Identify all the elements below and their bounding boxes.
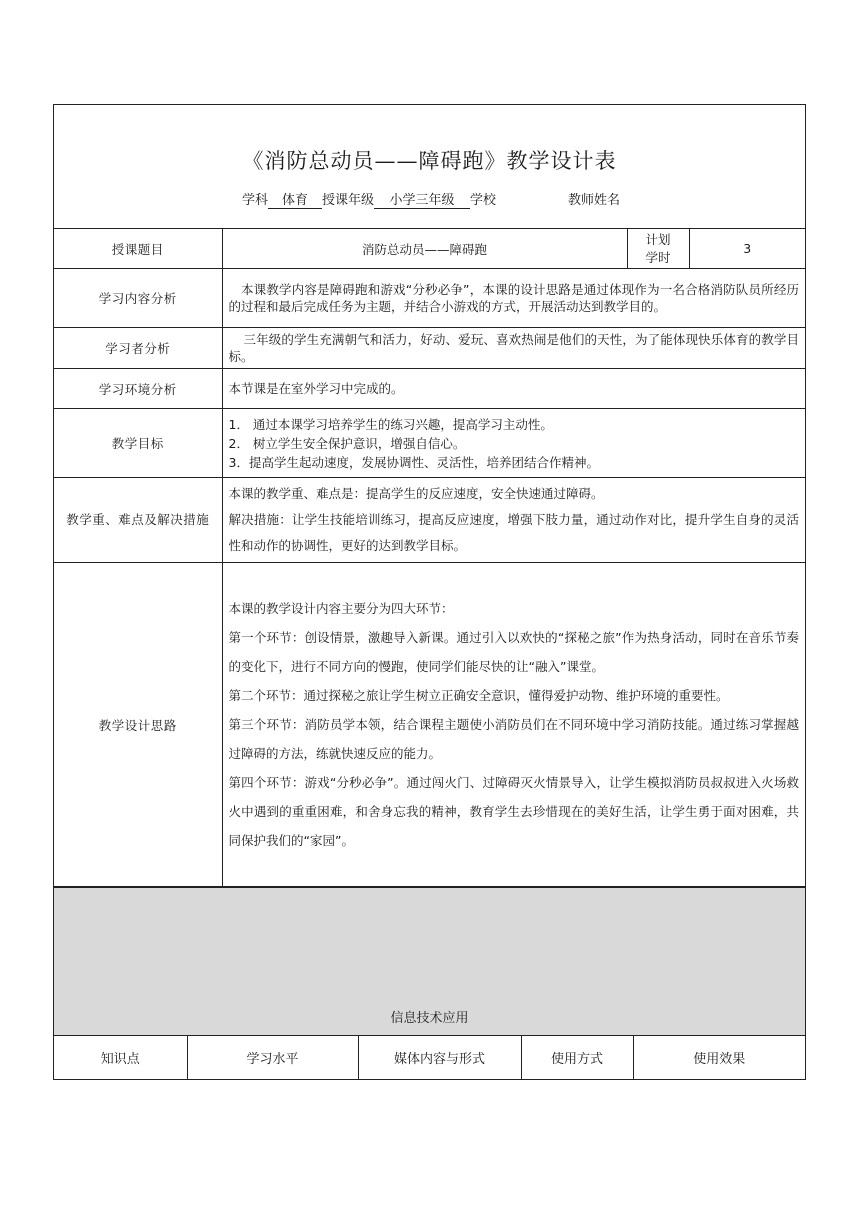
content-analysis-row	[54, 269, 805, 328]
content-analysis-text: 本课教学内容是障碍跑和游戏“分秒必争”，本课的设计思路是通过体现作为一名合格消防队员所经历的过程和最后完成任务为主题，并结合小游戏的方式，开展活动达到教学目的。	[222, 269, 805, 328]
design-paragraph: 第二个环节：通过探秘之旅让学生树立正确安全意识，懂得爱护动物、维护环境的重要性。	[228, 688, 729, 703]
topic-row	[54, 229, 805, 269]
planned-hours-label-line2: 学时	[645, 249, 671, 265]
goal-item: 1． 通过本课学习培养学生的练习兴趣，提高学习主动性。	[228, 416, 553, 432]
design-idea-text	[222, 563, 805, 887]
key-points-label: 教学重、难点及解决措施	[54, 478, 222, 563]
info-tech-header-row	[54, 1036, 805, 1080]
lesson-table	[54, 228, 805, 887]
key-points-row	[54, 478, 805, 563]
design-idea-row	[54, 563, 805, 887]
teacher-label: 教师姓名	[568, 193, 621, 208]
goal-item: 3．提高学生起动速度，发展协调性、灵活性，培养团结合作精神。	[228, 454, 599, 470]
environment-analysis-label: 学习环境分析	[54, 369, 222, 409]
info-tech-caption: 信息技术应用	[390, 1011, 469, 1026]
topic-label: 授课题目	[54, 229, 222, 269]
subject-label: 学科	[242, 193, 269, 208]
solution-line: 解决措施：让学生技能培训练习，提高反应速度，增强下肢力量，通过动作对比，提升学生自身的灵活性和动作的协调性，更好的达到教学目标。	[228, 512, 799, 553]
lesson-plan-form	[53, 104, 806, 1080]
learner-analysis-label: 学习者分析	[54, 328, 222, 369]
goal-item: 2． 树立学生安全保护意识，增强自信心。	[228, 435, 466, 451]
header-knowledge-point: 知识点	[54, 1036, 187, 1080]
learner-analysis-text: 三年级的学生充满朝气和活力，好动、爱玩、喜欢热闹是他们的天性，为了能体现快乐体育的教学目标。	[222, 328, 805, 369]
teaching-goals-list	[222, 409, 805, 478]
grade-label: 授课年级	[322, 193, 375, 208]
subject-line	[242, 189, 620, 209]
design-paragraph: 第三个环节：消防员学本领，结合课程主题使小消防员们在不同环境中学习消防技能。通过练习掌握越过障碍的方法，练就快速反应的能力。	[228, 717, 799, 761]
content-analysis-label: 学习内容分析	[54, 269, 222, 328]
header-media-content: 媒体内容与形式	[358, 1036, 521, 1080]
design-paragraph: 本课的教学设计内容主要分为四大环节：	[228, 601, 454, 616]
key-points-line: 本课的教学重、难点是：提高学生的反应速度，安全快速通过障碍。	[228, 486, 604, 501]
teaching-goals-label: 教学目标	[54, 409, 222, 478]
planned-hours-label	[627, 229, 689, 269]
topic-value: 消防总动员——障碍跑	[222, 229, 627, 269]
planned-hours-label-line1: 计划	[645, 231, 671, 247]
header-usage-effect: 使用效果	[633, 1036, 805, 1080]
info-tech-section	[54, 887, 805, 1036]
document-title: 《消防总动员——障碍跑》教学设计表	[242, 149, 617, 173]
design-paragraph: 第一个环节：创设情景，激趣导入新课。通过引入以欢快的“探秘之旅”作为热身活动，同时在音乐节奏的变化下，进行不同方向的慢跑，使同学们能尽快的让“融入”课堂。	[228, 630, 799, 674]
planned-hours-value: 3	[689, 229, 805, 269]
environment-analysis-text: 本节课是在室外学习中完成的。	[222, 369, 805, 409]
school-label: 学校	[470, 193, 497, 208]
header-usage-method: 使用方式	[521, 1036, 633, 1080]
subject-value: 体育	[268, 189, 322, 209]
learner-analysis-row	[54, 328, 805, 369]
design-idea-label: 教学设计思路	[54, 563, 222, 887]
environment-analysis-row	[54, 369, 805, 409]
info-tech-table	[54, 1035, 805, 1079]
design-paragraph: 第四个环节：游戏“分秒必争”。通过闯火门、过障碍灭火情景导入，让学生模拟消防员叔叔进入火场救火中遇到的重重困难，和舍身忘我的精神，教育学生去珍惜现在的美好生活，让学生勇于面对困难，共同保护我们的“家园”。	[228, 775, 799, 848]
header-learning-level: 学习水平	[187, 1036, 358, 1080]
teaching-goals-row	[54, 409, 805, 478]
grade-value: 小学三年级	[374, 189, 470, 209]
key-points-text	[222, 478, 805, 563]
